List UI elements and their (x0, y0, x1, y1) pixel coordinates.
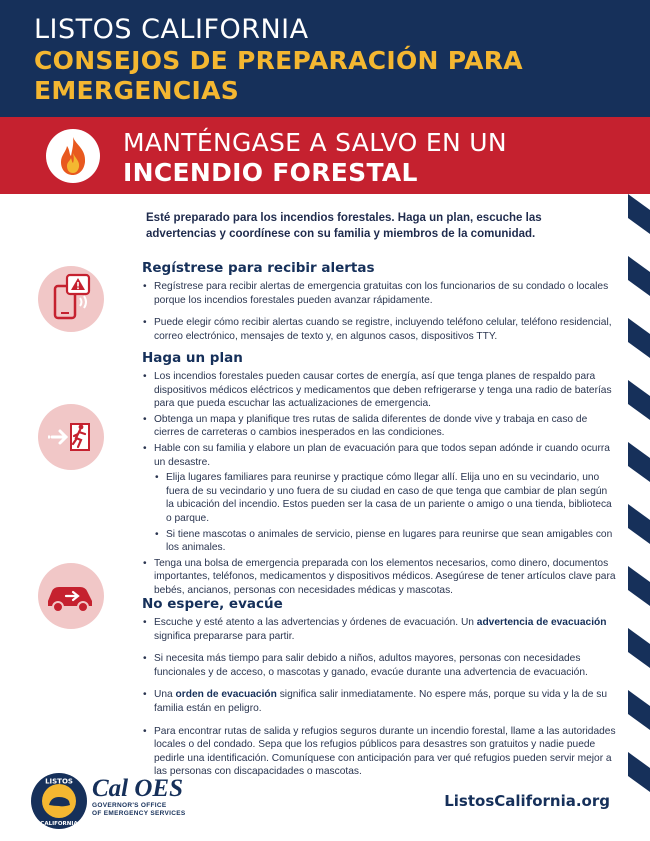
svg-text:LISTOS: LISTOS (45, 777, 73, 786)
cal-oes-logo (92, 776, 185, 818)
list-item: • Hable con su familia y elabore un plan de evacuación para que todos sepan adónde ir cuando ocurra un desastre. (142, 442, 617, 469)
website-link[interactable]: ListosCalifornia.org (444, 792, 610, 810)
list-item: • Tenga una bolsa de emergencia preparada con los elementos necesarios, como dinero, documentos importantes, teléfonos, medicamentos y dispositivos médicos. Asegúrese de tener artículos clave para bebés, ancianos, personas con necesidades médicas y mascotas. (142, 557, 617, 598)
exit-sign-icon (38, 404, 104, 470)
section-alerts (142, 260, 617, 345)
section-plan (142, 350, 617, 600)
list-item: • Puede elegir cómo recibir alertas cuando se registre, incluyendo teléfono celular, teléfono residencial, correo electrónico, mensajes de texto y, en algunos casos, dispositivos TTY. (142, 316, 617, 343)
highlight-term: advertencia de evacuación (476, 617, 607, 628)
intro-text: Esté preparado para los incendios forestales. Haga un plan, escuche las advertencias y coordínese con su familia y miembros de la comunidad. (146, 212, 542, 240)
list-item: • Escuche y esté atento a las advertencias y órdenes de evacuación. Un advertencia de evacuación significa prepararse para partir. (142, 616, 617, 643)
oes-line2: OF EMERGENCY SERVICES (92, 810, 186, 817)
hazard-banner (0, 117, 650, 194)
highlight-term: orden de evacuación (175, 689, 277, 701)
list-item: • Elija lugares familiares para reunirse y practique cómo llegar allí. Elija uno en su vecindario, uno fuera de su vecindario y uno fuera de su ciudad en caso de que tenga que cambiar de plan según la ubicación del incendio. Estos pueden ser la casa de un pariente o amigo o una tienda, biblioteca o parque. (154, 471, 617, 525)
list-item: • Regístrese para recibir alertas de emergencia gratuitas con los funcionarios de su condado o locales porque los incendios forestales pueden avanzar rápidamente. (142, 280, 617, 307)
list-item: • Los incendios forestales pueden causar cortes de energía, así que tenga planes de respaldo para dispositivos médicos eléctricos y medicamentos que deben refrigerarse y tenga una radio de baterías para que pueda escuchar las actualizaciones de emergencia. (142, 370, 617, 411)
list-item: • Obtenga un mapa y planifique tres rutas de salida diferentes de donde vive y trabaja en caso de cierres de carreteras o cambios inesperados en las condiciones. (142, 413, 617, 440)
subtitle-line2: EMERGENCIAS (34, 76, 240, 105)
hazard-title-line2: INCENDIO FORESTAL (123, 158, 418, 187)
oes-name: Cal OES (92, 775, 184, 802)
list-item: • Para encontrar rutas de salida y refugios seguros durante un incendio forestal, llame a las autoridades locales o del condado. Sepa que los refugios públicos para desastres son gratuitos y nadie puede pedirle una identificación. Comuníquese con anticipación para ver qué refugios pueden servir mejor a las personas con discapacidades o mascotas. (142, 725, 617, 779)
subtitle-line1: CONSEJOS DE PREPARACIÓN PARA (34, 46, 523, 75)
section-title: No espere, evacúe (142, 596, 283, 612)
list-item: • Una orden de evacuación significa salir inmediatamente. No espere más, porque su vida y la de su familia están en peligro. (142, 688, 617, 715)
phone-alert-icon (38, 266, 104, 332)
list-item: • Si necesita más tiempo para salir debido a niños, adultos mayores, personas con necesidades funcionales y de acceso, o mascotas y ganado, evacúe durante una advertencia de evacuación. (142, 652, 617, 679)
decorative-stripes (628, 194, 650, 794)
list-item: • Si tiene mascotas o animales de servicio, piense en lugares para reunirse que sean amigables con los animales. (154, 528, 617, 555)
section-evacuate (142, 596, 617, 781)
oes-line1: GOVERNOR'S OFFICE (92, 802, 167, 809)
header-banner (0, 0, 650, 117)
listos-california-logo (30, 772, 88, 830)
hazard-title-line1: MANTÉNGASE A SALVO EN UN (123, 128, 507, 157)
fire-icon (46, 129, 100, 183)
brand-title: LISTOS CALIFORNIA (34, 14, 309, 45)
car-evacuate-icon (38, 563, 104, 629)
section-title: Regístrese para recibir alertas (142, 260, 375, 276)
section-title: Haga un plan (142, 350, 243, 366)
svg-text:CALIFORNIA: CALIFORNIA (40, 821, 78, 827)
